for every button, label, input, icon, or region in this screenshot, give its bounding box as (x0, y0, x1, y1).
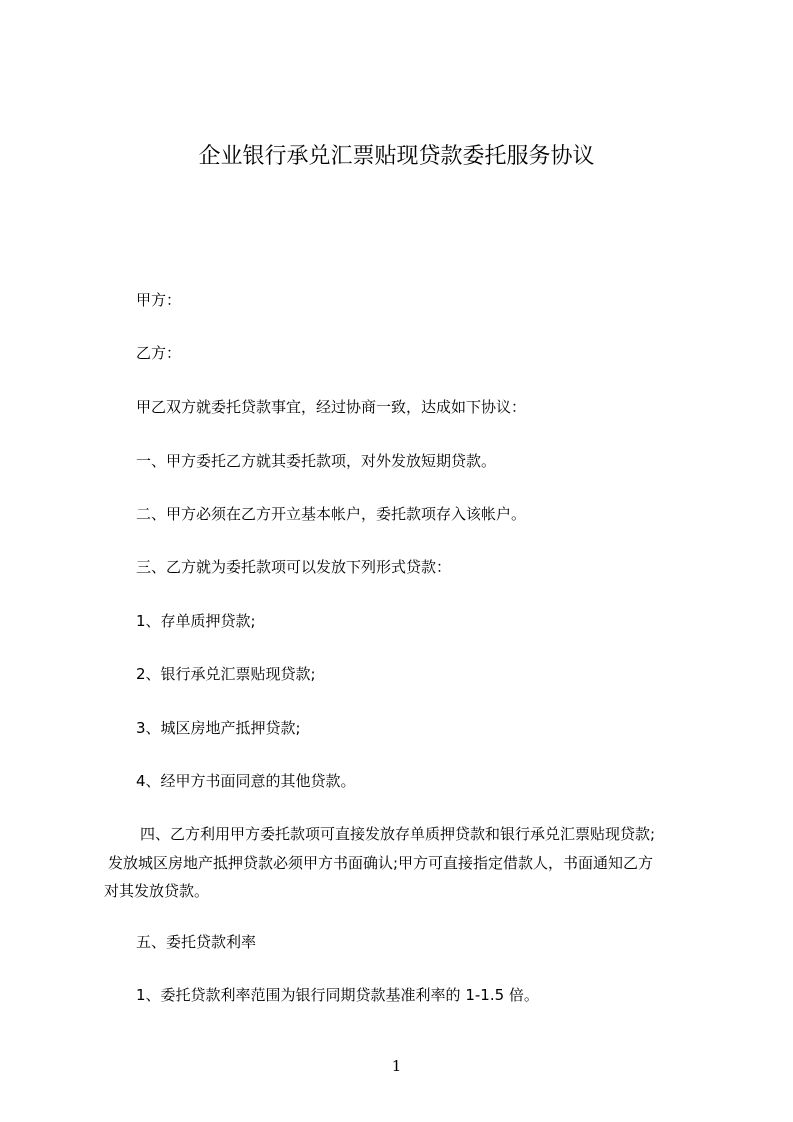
clause-5-heading: 五、委托贷款利率 (136, 933, 257, 951)
page-number: 1 (391, 1057, 402, 1075)
clause-2-paragraph: 二、甲方必须在乙方开立基本帐户，委托款项存入该帐户。 (136, 505, 527, 523)
document-title: 企业银行承兑汇票贴现贷款委托服务协议 (198, 144, 595, 169)
clause-1-paragraph: 一、甲方委托乙方就其委托款项，对外发放短期贷款。 (136, 452, 497, 470)
clause-3-paragraph: 三、乙方就为委托款项可以发放下列形式贷款： (136, 558, 452, 576)
preamble-paragraph: 甲乙双方就委托贷款事宜，经过协商一致，达成如下协议： (136, 398, 527, 416)
clause-5-item: 1、委托贷款利率范围为银行同期贷款基准利率的 1-1.5 倍。 (136, 986, 539, 1004)
clause-4-line: 发放城区房地产抵押贷款必须甲方书面确认;甲方可直接指定借款人，书面通知乙方 (108, 854, 654, 872)
party-a-label: 甲方： (136, 291, 182, 309)
clause-3-item: 4、经甲方书面同意的其他贷款。 (136, 772, 356, 790)
clause-3-item: 1、存单质押贷款; (136, 612, 256, 630)
party-b-label: 乙方： (136, 344, 182, 362)
clause-4-line: 对其发放贷款。 (104, 882, 210, 900)
clause-4-line: 四、乙方利用甲方委托款项可直接发放存单质押贷款和银行承兑汇票贴现贷款; (140, 825, 656, 843)
clause-3-item: 2、银行承兑汇票贴现贷款; (136, 665, 316, 683)
clause-3-item: 3、城区房地产抵押贷款; (136, 719, 301, 737)
